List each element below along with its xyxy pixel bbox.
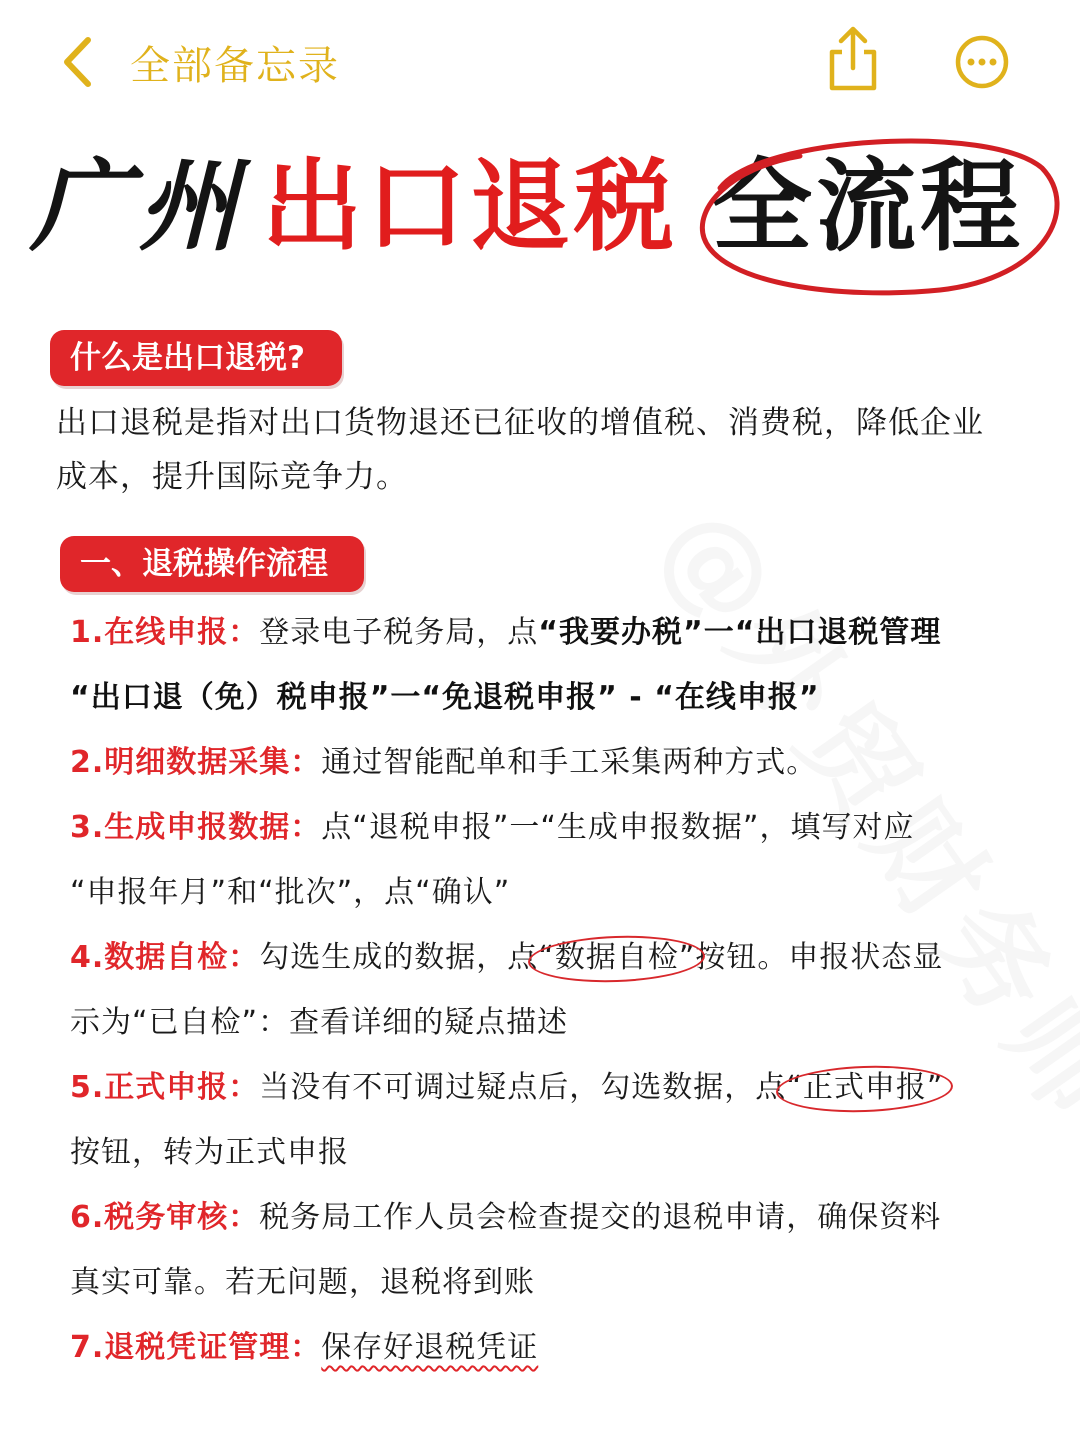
intro-paragraph: 出口退税是指对出口货物退还已征收的增值税、消费税，降低企业成本，提升国际竞争力。: [56, 405, 984, 495]
step-text: 通过智能配单和手工采集两种方式。: [321, 745, 818, 780]
step-label: 6.税务审核：: [70, 1200, 260, 1235]
hero-title-city: 广州: [30, 147, 246, 265]
step-5-line-1: [70, 1063, 1030, 1113]
more-icon: [954, 75, 1010, 94]
step-label: 2.明细数据采集：: [70, 745, 322, 780]
circled-button-name: “正式申报”: [786, 1063, 943, 1113]
step-text: 登录电子税务局，点: [259, 615, 539, 650]
step-7-line-1: [70, 1323, 1030, 1373]
step-text: 按钮，转为正式申报: [70, 1135, 349, 1170]
step-text: 税务局工作人员会检查提交的退税申请，确保资料: [259, 1200, 942, 1235]
step-1-line-2: [70, 673, 1030, 723]
step-bold-text: “出口退（免）税申报”一“免退税申报” - “在线申报”: [70, 680, 820, 715]
section-badge-process: 一、退税操作流程: [60, 536, 364, 592]
step-label: 7.退税凭证管理：: [70, 1330, 322, 1365]
step-4-line-2: [70, 998, 1030, 1048]
more-button[interactable]: [954, 34, 1010, 90]
step-6-line-2: [70, 1258, 1030, 1308]
nav-bar: [0, 0, 1080, 120]
circled-button-name: “数据自检”: [538, 933, 695, 983]
step-text: 点“退税申报”一“生成申报数据”，填写对应: [321, 810, 915, 845]
chevron-left-icon: [62, 36, 92, 88]
step-label: 5.正式申报：: [70, 1070, 260, 1105]
hero-title: [0, 128, 1080, 308]
step-6-line-1: [70, 1193, 1030, 1243]
hero-title-topic: 出口退税: [262, 147, 678, 265]
step-bold-text: “我要办税”一“出口退税管理: [538, 615, 942, 650]
back-button[interactable]: [62, 30, 340, 94]
step-label: 3.生成申报数据：: [70, 810, 322, 845]
step-text: 示为“已自检”：查看详细的疑点描述: [70, 1005, 569, 1040]
step-5-line-2: [70, 1128, 1030, 1178]
share-icon: [824, 77, 882, 96]
step-1-line-1: [70, 608, 1030, 658]
step-3-line-1: [70, 803, 1030, 853]
step-2-line-1: [70, 738, 1030, 788]
step-label: 1.在线申报：: [70, 615, 260, 650]
step-text-underlined: 保存好退税凭证: [321, 1330, 539, 1365]
step-4-line-1: [70, 933, 1030, 983]
hero-title-process: 全流程: [712, 147, 1024, 265]
step-text: 按钮。申报状态显: [695, 940, 944, 975]
share-button[interactable]: [824, 26, 882, 92]
step-text: “申报年月”和“批次”，点“确认”: [70, 875, 511, 910]
step-text: 真实可靠。若无问题，退税将到账: [70, 1265, 535, 1300]
step-text: 勾选生成的数据，点: [259, 940, 539, 975]
hero-circle-mark: [690, 128, 1070, 306]
section-badge-what-is: 什么是出口退税?: [50, 330, 342, 386]
step-3-line-2: [70, 868, 1030, 918]
step-label: 4.数据自检：: [70, 940, 260, 975]
step-text: 当没有不可调过疑点后，勾选数据，点: [259, 1070, 787, 1105]
back-label: 全部备忘录: [130, 42, 340, 89]
